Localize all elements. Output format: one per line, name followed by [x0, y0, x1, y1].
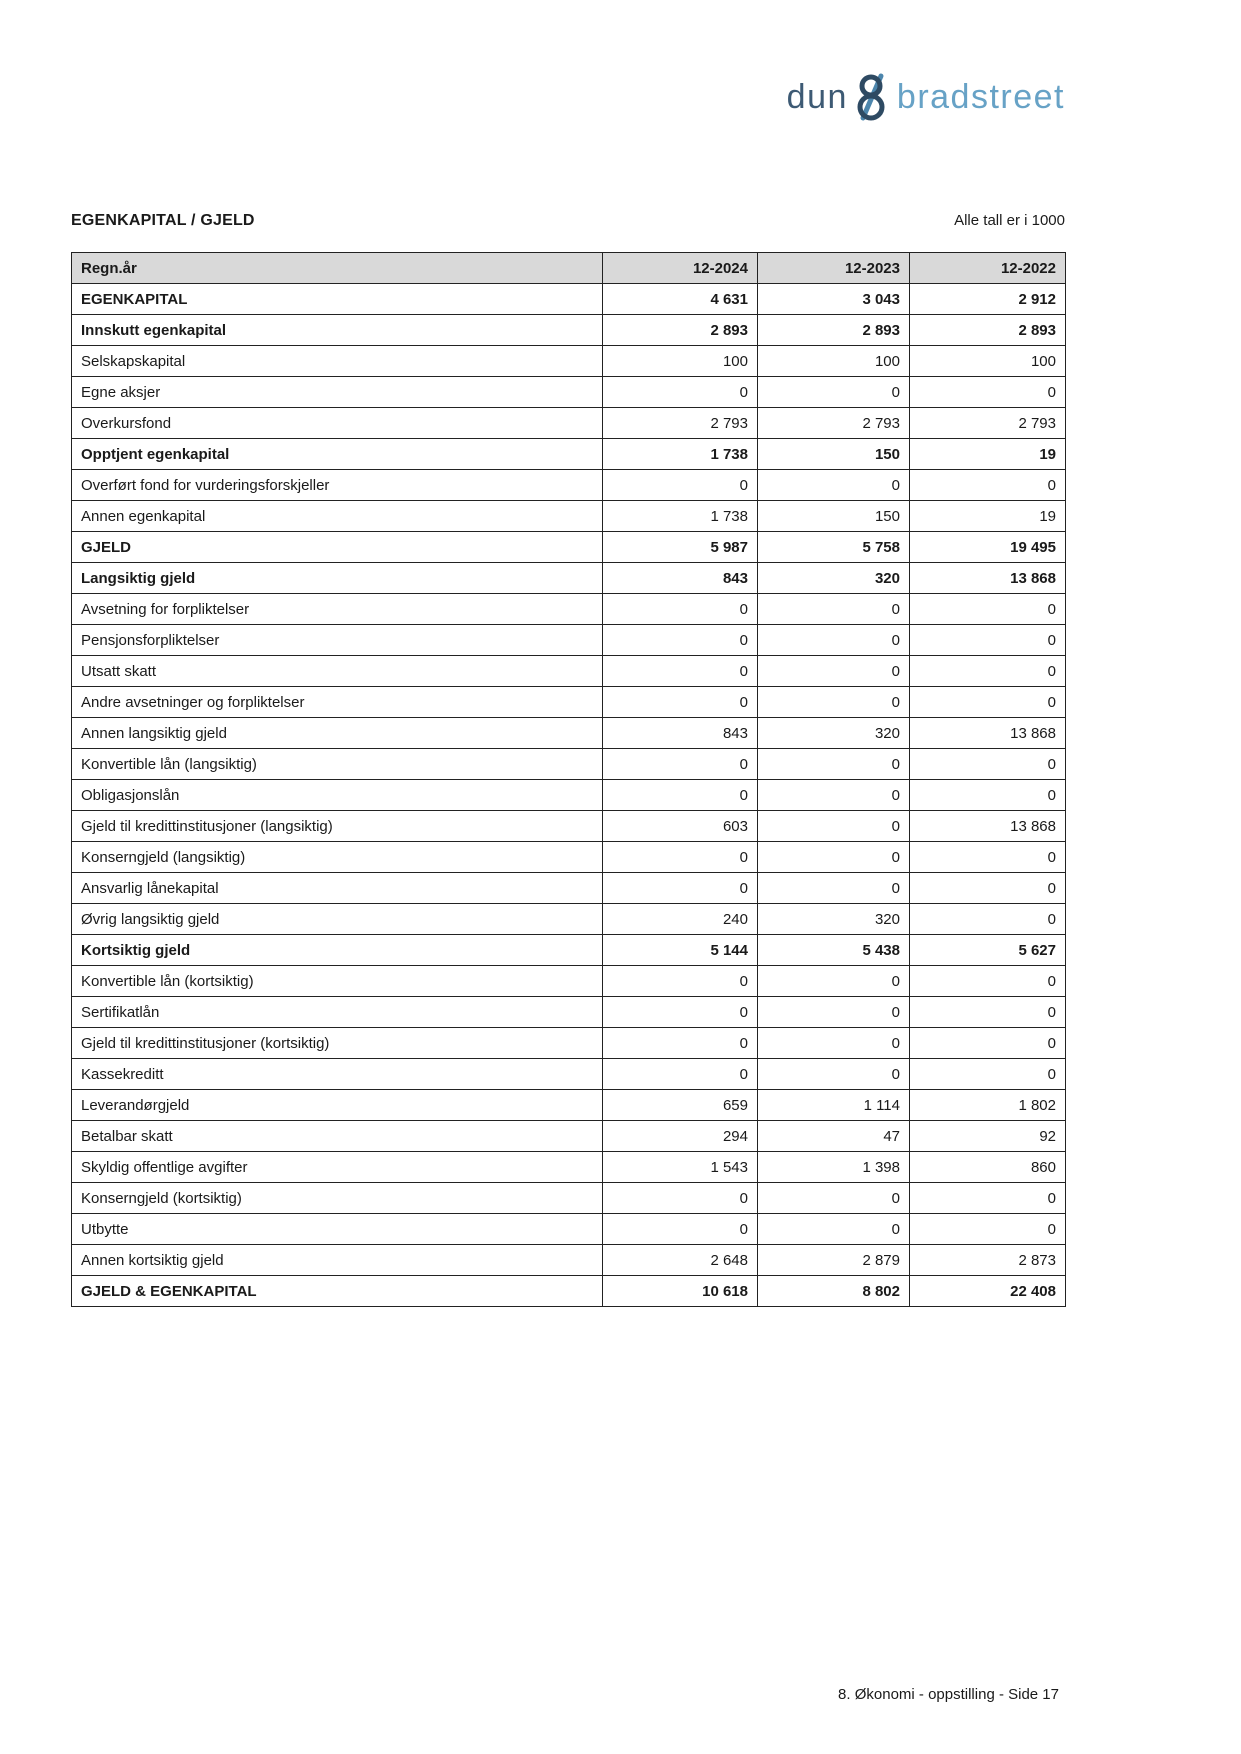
row-value: 10 618 [603, 1276, 758, 1307]
row-label: Ansvarlig lånekapital [72, 873, 603, 904]
row-label: Gjeld til kredittinstitusjoner (langsiktig) [72, 811, 603, 842]
row-value: 0 [603, 625, 758, 656]
table-row [72, 594, 1066, 625]
table-row [72, 284, 1066, 315]
table-row [72, 1245, 1066, 1276]
row-value: 0 [758, 687, 910, 718]
row-value: 2 893 [758, 315, 910, 346]
row-value: 0 [910, 749, 1066, 780]
row-value: 0 [910, 377, 1066, 408]
row-value: 92 [910, 1121, 1066, 1152]
table-row [72, 966, 1066, 997]
row-value: 0 [910, 1183, 1066, 1214]
table-row [72, 315, 1066, 346]
table-row [72, 346, 1066, 377]
row-value: 1 738 [603, 501, 758, 532]
row-value: 2 912 [910, 284, 1066, 315]
row-value: 860 [910, 1152, 1066, 1183]
row-value: 100 [910, 346, 1066, 377]
row-label: EGENKAPITAL [72, 284, 603, 315]
row-value: 320 [758, 904, 910, 935]
row-label: Avsetning for forpliktelser [72, 594, 603, 625]
row-value: 0 [603, 1183, 758, 1214]
table-body [72, 284, 1066, 1307]
row-label: Obligasjonslån [72, 780, 603, 811]
row-value: 0 [603, 470, 758, 501]
row-value: 0 [603, 873, 758, 904]
row-value: 0 [910, 470, 1066, 501]
row-label: Betalbar skatt [72, 1121, 603, 1152]
equity-debt-table [71, 252, 1066, 1307]
titlebar [71, 212, 1065, 230]
row-value: 0 [603, 656, 758, 687]
row-label: Skyldig offentlige avgifter [72, 1152, 603, 1183]
row-value: 13 868 [910, 718, 1066, 749]
table-row [72, 532, 1066, 563]
row-label: Annen langsiktig gjeld [72, 718, 603, 749]
row-value: 603 [603, 811, 758, 842]
table-row [72, 1121, 1066, 1152]
row-value: 5 758 [758, 532, 910, 563]
row-value: 0 [603, 687, 758, 718]
row-value: 1 802 [910, 1090, 1066, 1121]
row-label: Kortsiktig gjeld [72, 935, 603, 966]
row-value: 0 [758, 811, 910, 842]
row-value: 150 [758, 439, 910, 470]
row-value: 5 144 [603, 935, 758, 966]
row-value: 320 [758, 718, 910, 749]
row-value: 100 [603, 346, 758, 377]
table-row [72, 1183, 1066, 1214]
table-row [72, 625, 1066, 656]
row-value: 0 [758, 470, 910, 501]
row-value: 0 [603, 1059, 758, 1090]
dun-bradstreet-logo [787, 72, 1065, 122]
table-row [72, 377, 1066, 408]
row-value: 5 987 [603, 532, 758, 563]
row-value: 0 [603, 749, 758, 780]
row-value: 0 [758, 997, 910, 1028]
row-value: 2 793 [603, 408, 758, 439]
page-title: EGENKAPITAL / GJELD [71, 212, 255, 229]
row-value: 0 [603, 842, 758, 873]
row-value: 0 [910, 594, 1066, 625]
column-header-2023: 12-2023 [758, 253, 910, 284]
row-value: 0 [910, 1059, 1066, 1090]
row-value: 47 [758, 1121, 910, 1152]
row-value: 0 [603, 377, 758, 408]
table-row [72, 1276, 1066, 1307]
row-value: 0 [603, 966, 758, 997]
row-value: 1 543 [603, 1152, 758, 1183]
row-value: 0 [910, 687, 1066, 718]
row-label: GJELD & EGENKAPITAL [72, 1276, 603, 1307]
table-row [72, 1059, 1066, 1090]
row-value: 0 [603, 1028, 758, 1059]
table-row [72, 811, 1066, 842]
table-row [72, 904, 1066, 935]
table-row [72, 780, 1066, 811]
row-value: 240 [603, 904, 758, 935]
row-value: 294 [603, 1121, 758, 1152]
row-value: 0 [910, 997, 1066, 1028]
table-row [72, 1152, 1066, 1183]
row-label: Øvrig langsiktig gjeld [72, 904, 603, 935]
row-value: 0 [603, 997, 758, 1028]
row-value: 22 408 [910, 1276, 1066, 1307]
table-row [72, 935, 1066, 966]
table-row [72, 997, 1066, 1028]
row-value: 150 [758, 501, 910, 532]
row-label: Andre avsetninger og forpliktelser [72, 687, 603, 718]
row-label: Sertifikatlån [72, 997, 603, 1028]
table-row [72, 749, 1066, 780]
row-value: 0 [758, 377, 910, 408]
row-label: Pensjonsforpliktelser [72, 625, 603, 656]
table-row [72, 656, 1066, 687]
row-label: Annen kortsiktig gjeld [72, 1245, 603, 1276]
row-label: Konvertible lån (kortsiktig) [72, 966, 603, 997]
row-value: 0 [758, 780, 910, 811]
table-row [72, 687, 1066, 718]
row-value: 320 [758, 563, 910, 594]
row-value: 0 [910, 842, 1066, 873]
row-value: 0 [910, 780, 1066, 811]
logo-word-dun: dun [786, 78, 848, 116]
table-row [72, 439, 1066, 470]
row-label: Leverandørgjeld [72, 1090, 603, 1121]
table-row [72, 501, 1066, 532]
row-value: 0 [758, 873, 910, 904]
row-value: 0 [910, 1214, 1066, 1245]
row-value: 5 438 [758, 935, 910, 966]
row-label: Konvertible lån (langsiktig) [72, 749, 603, 780]
row-label: Utsatt skatt [72, 656, 603, 687]
row-value: 1 114 [758, 1090, 910, 1121]
row-value: 3 043 [758, 284, 910, 315]
row-value: 0 [603, 780, 758, 811]
row-value: 0 [758, 656, 910, 687]
row-label: Egne aksjer [72, 377, 603, 408]
row-value: 2 873 [910, 1245, 1066, 1276]
table-header-row [72, 253, 1066, 284]
row-label: Overkursfond [72, 408, 603, 439]
row-value: 5 627 [910, 935, 1066, 966]
row-value: 0 [758, 1183, 910, 1214]
row-value: 0 [910, 966, 1066, 997]
row-value: 19 [910, 501, 1066, 532]
row-value: 13 868 [910, 563, 1066, 594]
table-row [72, 873, 1066, 904]
row-value: 0 [910, 625, 1066, 656]
row-value: 100 [758, 346, 910, 377]
row-value: 2 793 [758, 408, 910, 439]
row-value: 843 [603, 718, 758, 749]
table-row [72, 1214, 1066, 1245]
row-label: Konserngjeld (kortsiktig) [72, 1183, 603, 1214]
row-value: 0 [910, 656, 1066, 687]
row-label: GJELD [72, 532, 603, 563]
table-row [72, 408, 1066, 439]
row-value: 19 495 [910, 532, 1066, 563]
row-value: 843 [603, 563, 758, 594]
column-header-2022: 12-2022 [910, 253, 1066, 284]
row-value: 0 [910, 873, 1066, 904]
row-value: 4 631 [603, 284, 758, 315]
row-value: 0 [603, 1214, 758, 1245]
row-label: Gjeld til kredittinstitusjoner (kortsiktig) [72, 1028, 603, 1059]
page-footer: 8. Økonomi - oppstilling - Side 17 [838, 1686, 1059, 1703]
row-value: 19 [910, 439, 1066, 470]
row-value: 0 [758, 966, 910, 997]
row-value: 8 802 [758, 1276, 910, 1307]
column-header-2024: 12-2024 [603, 253, 758, 284]
row-value: 2 793 [910, 408, 1066, 439]
row-value: 0 [758, 842, 910, 873]
row-label: Annen egenkapital [72, 501, 603, 532]
row-value: 2 893 [603, 315, 758, 346]
row-value: 1 398 [758, 1152, 910, 1183]
table-header [72, 253, 1066, 284]
row-value: 0 [758, 594, 910, 625]
row-label: Langsiktig gjeld [72, 563, 603, 594]
units-note: Alle tall er i 1000 [954, 212, 1065, 229]
row-label: Konserngjeld (langsiktig) [72, 842, 603, 873]
table-row [72, 470, 1066, 501]
row-value: 1 738 [603, 439, 758, 470]
row-label: Innskutt egenkapital [72, 315, 603, 346]
row-value: 0 [603, 594, 758, 625]
row-value: 0 [758, 749, 910, 780]
table-row [72, 563, 1066, 594]
row-value: 0 [758, 625, 910, 656]
row-label: Overført fond for vurderingsforskjeller [72, 470, 603, 501]
ampersand-logo-icon [850, 72, 894, 122]
logo-word-bradstreet: bradstreet [896, 78, 1065, 116]
row-label: Opptjent egenkapital [72, 439, 603, 470]
table-row [72, 1090, 1066, 1121]
row-value: 13 868 [910, 811, 1066, 842]
row-label: Selskapskapital [72, 346, 603, 377]
table-row [72, 842, 1066, 873]
row-value: 0 [758, 1214, 910, 1245]
row-value: 0 [910, 1028, 1066, 1059]
table-row [72, 718, 1066, 749]
row-label: Kassekreditt [72, 1059, 603, 1090]
row-value: 659 [603, 1090, 758, 1121]
row-value: 0 [758, 1028, 910, 1059]
row-label: Utbytte [72, 1214, 603, 1245]
row-value: 2 879 [758, 1245, 910, 1276]
row-value: 0 [910, 904, 1066, 935]
row-value: 0 [758, 1059, 910, 1090]
row-value: 2 648 [603, 1245, 758, 1276]
row-value: 2 893 [910, 315, 1066, 346]
column-header-regnaar: Regn.år [72, 253, 603, 284]
table-row [72, 1028, 1066, 1059]
